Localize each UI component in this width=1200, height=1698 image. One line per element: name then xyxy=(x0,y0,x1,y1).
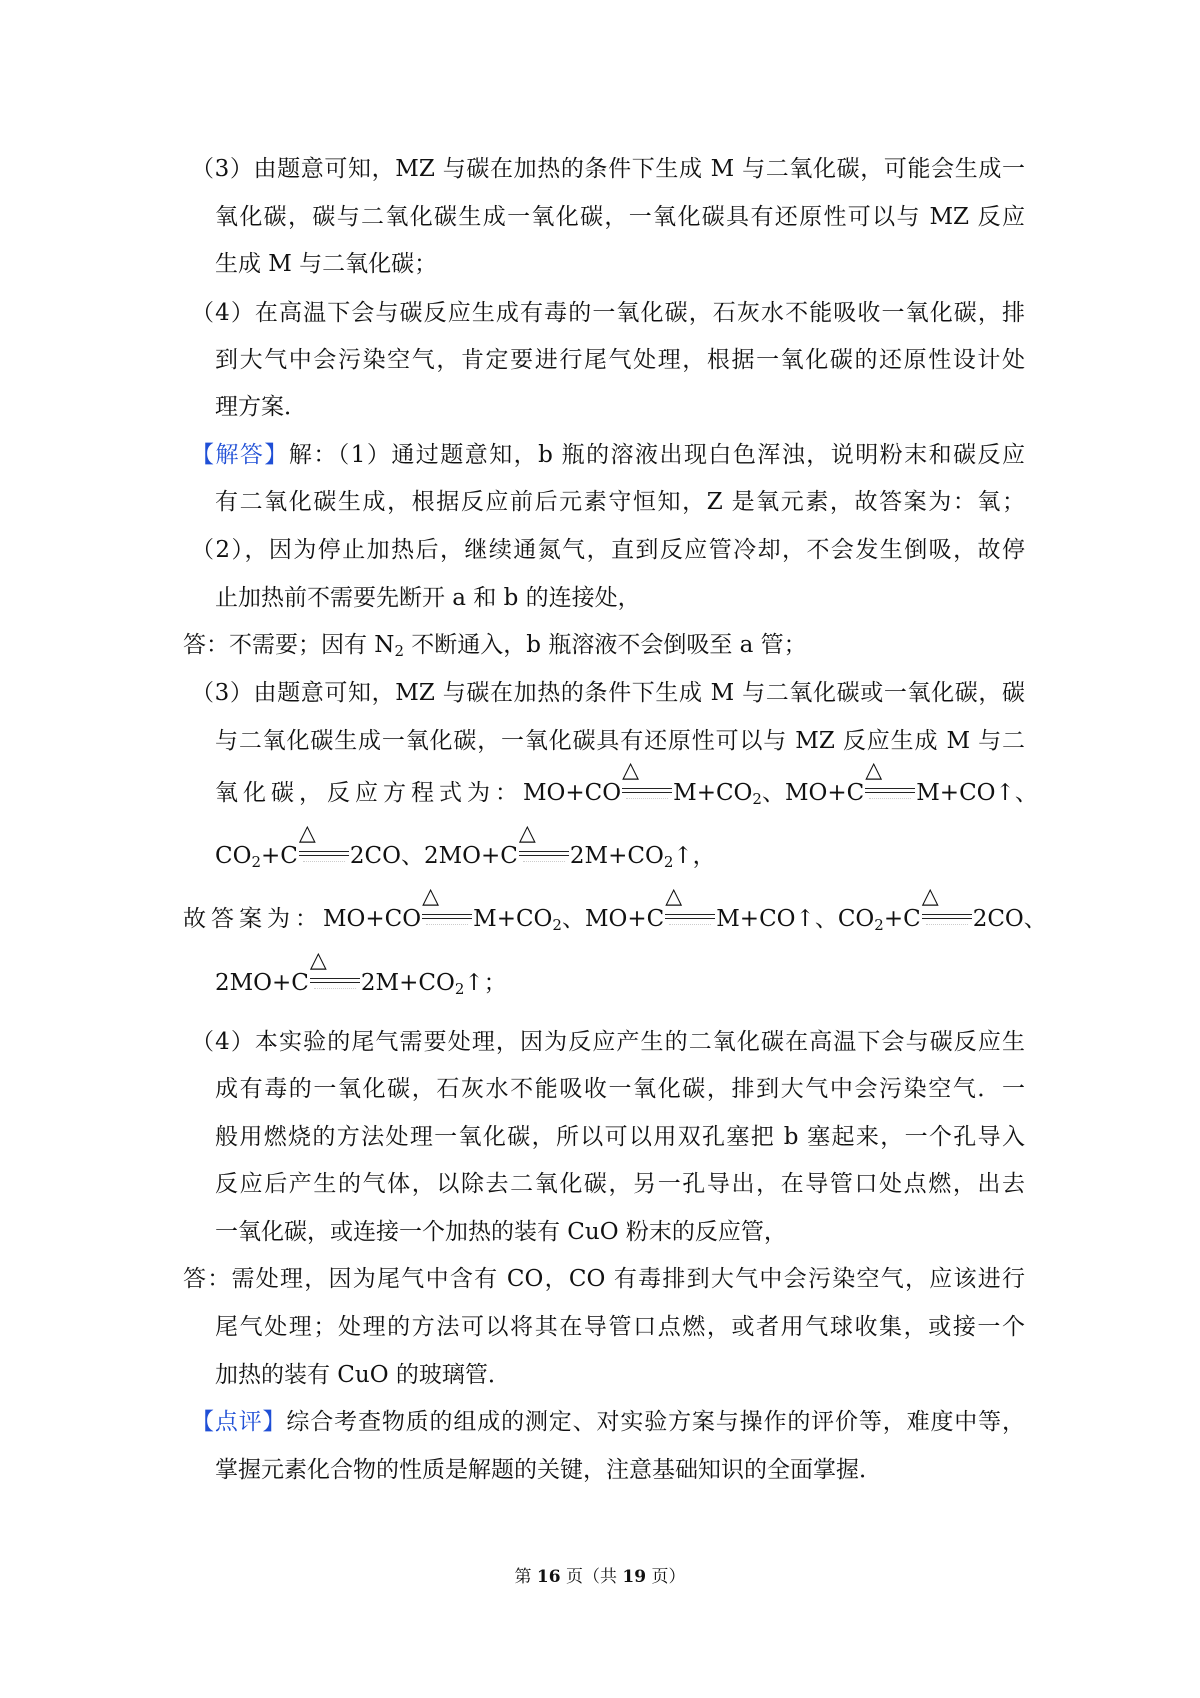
dotted-line xyxy=(314,988,356,989)
reactants: MO+C xyxy=(784,780,865,806)
page-footer xyxy=(0,1562,1200,1587)
reactants: MO+C xyxy=(584,906,665,932)
text: 不断通入，b 瓶溶液不会倒吸至 a 管； xyxy=(403,632,807,658)
analysis-p3-line: 氧化碳，碳与二氧化碳生成一氧化碳，一氧化碳具有还原性可以与 MZ 反应 xyxy=(215,204,1025,230)
analysis-p3-line: （3）由题意可知，MZ 与碳在加热的条件下生成 M 与二氧化碳，可能会生成一 xyxy=(191,156,1025,182)
subscript: 2 xyxy=(552,916,562,934)
answer-equation-line xyxy=(215,948,1025,1000)
comment-label: 【点评】 xyxy=(191,1409,287,1435)
heat-triangle-icon: △ xyxy=(865,758,883,783)
reactants: +C xyxy=(883,906,921,932)
reactants: MO+CO xyxy=(523,780,622,806)
reactants: 2MO+C xyxy=(423,843,518,869)
comment-line xyxy=(191,1405,1025,1439)
answer-4-reply: 加热的装有 CuO 的玻璃管． xyxy=(215,1362,511,1388)
analysis-p4-line: 到大气中会污染空气，肯定要进行尾气处理，根据一氧化碳的还原性设计处 xyxy=(215,347,1025,373)
double-line xyxy=(519,851,569,856)
equation xyxy=(215,948,484,1000)
heat-triangle-icon: △ xyxy=(309,948,327,973)
products: 2M+CO xyxy=(360,970,455,996)
answer-p4-line: 般用燃烧的方法处理一氧化碳，所以可以用双孔塞把 b 塞起来，一个孔导入 xyxy=(215,1124,1025,1150)
products: 2CO xyxy=(349,843,401,869)
dotted-line xyxy=(523,861,565,862)
double-line xyxy=(299,851,349,856)
answer-p1-line xyxy=(191,438,1025,472)
heating-equals-sign xyxy=(665,884,715,930)
dotted-line xyxy=(426,924,468,925)
heating-equals-sign xyxy=(298,821,349,867)
answer-p4-line: 一氧化碳，或连接一个加热的装有 CuO 粉末的反应管， xyxy=(215,1219,787,1245)
products: 2CO xyxy=(972,906,1024,932)
double-line xyxy=(665,914,715,919)
heating-equals-sign xyxy=(309,948,360,994)
answer-p1-line: 有二氧化碳生成，根据反应前后元素守恒知，Z 是氧元素，故答案为：氧； xyxy=(215,489,1025,515)
answer-4-reply: 答：需处理，因为尾气中含有 CO，CO 有毒排到大气中会污染空气，应该进行 xyxy=(183,1266,1025,1292)
answer-equation-line xyxy=(183,884,1047,936)
dotted-line xyxy=(669,924,711,925)
reactants: 2MO+C xyxy=(215,970,309,996)
answer-p2-line: 止加热前不需要先断开 a 和 b 的连接处， xyxy=(215,585,641,611)
subscript: 2 xyxy=(874,916,884,934)
heat-triangle-icon: △ xyxy=(622,758,640,783)
comma: ， xyxy=(692,843,716,869)
products: 2M+CO xyxy=(569,843,664,869)
page-number: 16 xyxy=(536,1567,561,1587)
answer-label: 【解答】 xyxy=(191,442,289,468)
sep: 、 xyxy=(400,843,424,869)
subscript: 2 xyxy=(752,790,762,808)
analysis-p3-line: 生成 M 与二氧化碳； xyxy=(215,251,438,277)
reactants: CO xyxy=(837,906,875,932)
products: ↑ xyxy=(673,843,693,869)
sep: 、 xyxy=(561,906,585,932)
subscript: 2 xyxy=(394,642,404,660)
heat-triangle-icon: △ xyxy=(921,884,939,909)
sep: 、 xyxy=(814,906,838,932)
heating-equals-sign xyxy=(518,821,569,867)
semicolon: ； xyxy=(483,970,507,996)
reactants: +C xyxy=(261,843,298,869)
equation xyxy=(423,821,693,873)
heat-triangle-icon: △ xyxy=(518,821,536,846)
dotted-line xyxy=(869,798,911,799)
subscript: 2 xyxy=(454,980,465,998)
answer-p4-line: （4）本实验的尾气需要处理，因为反应产生的二氧化碳在高温下会与碳反应生 xyxy=(191,1029,1025,1055)
sep: 、 xyxy=(1014,780,1038,806)
equation xyxy=(215,821,401,873)
comment-line: 掌握元素化合物的性质是解题的关键，注意基础知识的全面掌握． xyxy=(215,1457,882,1483)
answer-p3-line: 与二氧化碳生成一氧化碳，一氧化碳具有还原性可以与 MZ 反应生成 M 与二 xyxy=(215,728,1025,754)
heat-triangle-icon: △ xyxy=(422,884,440,909)
answer-p2-line: （2），因为停止加热后，继续通氮气，直到反应管冷却，不会发生倒吸，故停 xyxy=(191,537,1025,563)
products: ↑ xyxy=(464,970,484,996)
text: 答：不需要；因有 N xyxy=(183,632,395,658)
heat-triangle-icon: △ xyxy=(298,821,316,846)
double-line xyxy=(310,978,360,983)
heating-equals-sign xyxy=(622,758,672,804)
equation xyxy=(784,758,1015,810)
answer-p3-line: （3）由题意可知，MZ 与碳在加热的条件下生成 M 与二氧化碳或一氧化碳，碳 xyxy=(191,680,1025,706)
dotted-line xyxy=(926,924,968,925)
footer-text: 页） xyxy=(646,1567,686,1587)
subscript: 2 xyxy=(251,853,262,871)
equation-line xyxy=(215,758,1038,810)
answer-2-reply xyxy=(183,628,1025,662)
sep: 、 xyxy=(1023,906,1047,932)
answer-text: 解：（1）通过题意知，b 瓶的溶液出现白色浑浊，说明粉末和碳反应 xyxy=(288,442,1026,468)
equation xyxy=(523,758,762,810)
heating-equals-sign xyxy=(921,884,972,930)
equation xyxy=(584,884,815,936)
analysis-p4-line: 理方案． xyxy=(215,394,307,420)
total-pages: 19 xyxy=(622,1567,647,1587)
answer-p4-line: 反应后产生的气体，以除去二氧化碳，另一孔导出，在导管口处点燃，出去 xyxy=(215,1171,1025,1197)
answer-4-reply: 尾气处理；处理的方法可以将其在导管口点燃，或者用气球收集，或接一个 xyxy=(215,1314,1025,1340)
footer-text: 页（共 xyxy=(560,1567,623,1587)
sep: 、 xyxy=(761,780,785,806)
double-line xyxy=(865,788,915,793)
reactants: MO+CO xyxy=(323,906,422,932)
heat-triangle-icon: △ xyxy=(665,884,683,909)
equation-line xyxy=(215,821,1025,873)
products: M+CO↑ xyxy=(916,780,1015,806)
answer-p4-line: 成有毒的一氧化碳，石灰水不能吸收一氧化碳，排到大气中会污染空气．一 xyxy=(215,1076,1025,1102)
double-line xyxy=(622,788,672,793)
products: M+CO↑ xyxy=(716,906,815,932)
comment-text: 综合考查物质的组成的测定、对实验方案与操作的评价等，难度中等， xyxy=(286,1409,1026,1435)
products: M+CO xyxy=(673,780,753,806)
answer-intro: 故答案为： xyxy=(183,906,323,932)
dotted-line xyxy=(626,798,668,799)
heating-equals-sign xyxy=(865,758,915,804)
analysis-p4-line: （4）在高温下会与碳反应生成有毒的一氧化碳，石灰水不能吸收一氧化碳，排 xyxy=(191,300,1025,326)
equation xyxy=(323,884,562,936)
eq-intro: 氧化碳，反应方程式为： xyxy=(215,780,523,806)
double-line xyxy=(922,914,972,919)
products: M+CO xyxy=(473,906,553,932)
heating-equals-sign xyxy=(422,884,472,930)
dotted-line xyxy=(303,861,345,862)
subscript: 2 xyxy=(663,853,674,871)
double-line xyxy=(422,914,472,919)
reactants: CO xyxy=(215,843,252,869)
footer-text: 第 xyxy=(514,1567,537,1587)
equation xyxy=(837,884,1024,936)
